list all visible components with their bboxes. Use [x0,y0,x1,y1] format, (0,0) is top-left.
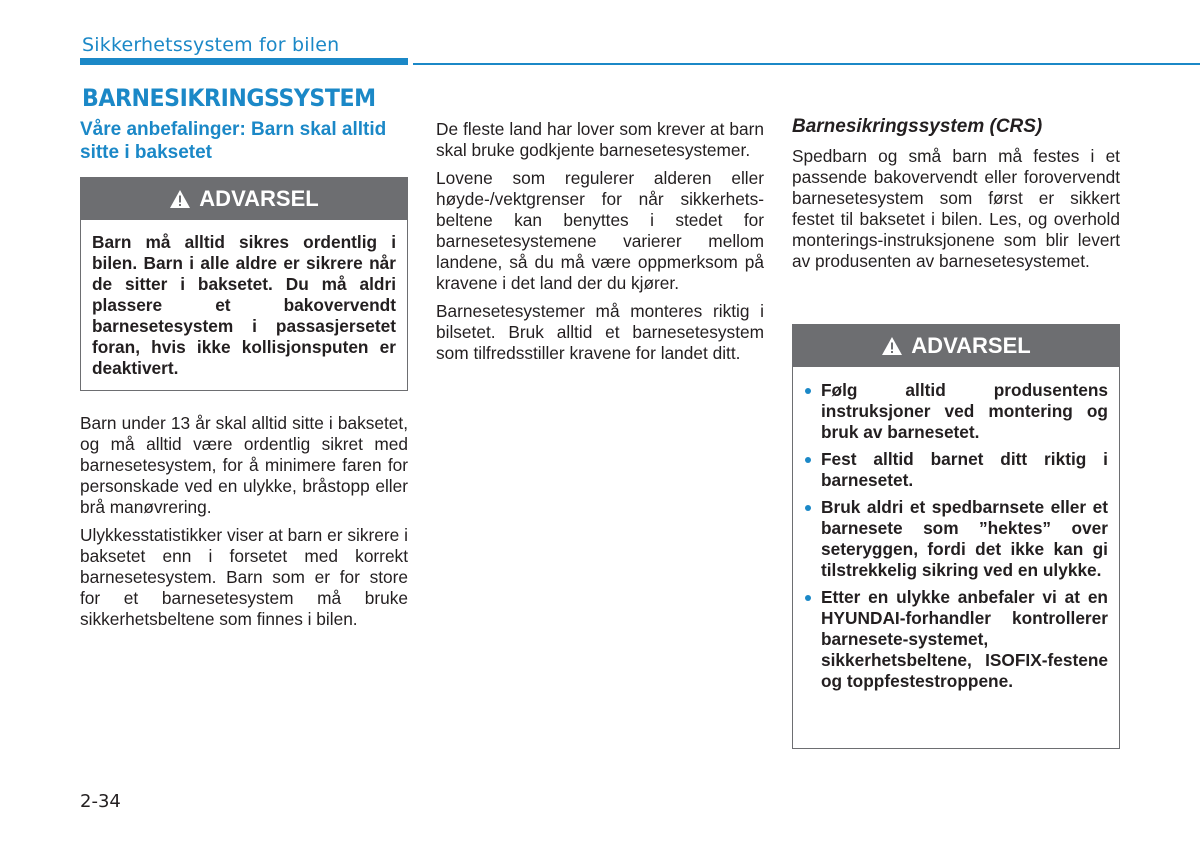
column-3-text [792,146,1120,279]
header-title: Sikkerhetssystem for bilen [82,34,340,56]
warning-triangle-icon [881,336,903,356]
warning-header [793,325,1119,367]
bullet-icon [805,595,811,601]
warning-list-container [793,367,1119,708]
crs-heading: Barnesikringssystem (CRS) [792,116,1043,137]
warning-list [804,380,1108,692]
warning-header [81,178,407,220]
warning-text: Barn må alltid sikres ordentlig i bilen. Barn i alle aldre er sikrere når de sitter i baksetet. Du må aldri plassere et bakovervendt barnesetesystem i passasjersetet foran, hvis ikke kollisjonsputen er deaktivert. [92,232,396,378]
paragraph: Spedbarn og små barn må festes i et passende bakovervendt eller forovervendt barnesetesystem som først er sikkert festet til baksetet i bilen. Les, og overhold monterings-instruksjonene som blir levert av produsenten av barnesetesystemet. [792,146,1120,271]
header-bar-accent [80,58,408,65]
bullet-icon [805,505,811,511]
warning-triangle-icon [169,189,191,209]
header-rule [413,63,1200,65]
column-2-text [436,119,764,371]
paragraph: Lovene som regulerer alderen eller høyde-/vektgrenser for når sikkerhets-beltene kan benyttes i stedet for barnesetesystemene varierer mellom landene, så du må være oppmerksom på kravene i det land der du kjører. [436,168,764,293]
column-1-text [80,413,408,637]
list-item: Bruk aldri et spedbarnsete eller et barnesete som ”hektes” over seteryggen, fordi det ikke kan gi tilstrekkelig sikring ved en ulykke. [804,497,1108,581]
paragraph: Barnesetesystemer må monteres riktig i bilsetet. Bruk alltid et barnesetesystem som tilfredsstiller kravene for landet ditt. [436,301,764,363]
list-item: Fest alltid barnet ditt riktig i barnesetet. [804,449,1108,491]
list-item: Følg alltid produsentens instruksjoner ved montering og bruk av barnesetet. [804,380,1108,443]
page-number: 2-34 [80,791,121,812]
warning-label: ADVARSEL [911,333,1031,358]
paragraph: Barn under 13 år skal alltid sitte i baksetet, og må alltid være ordentlig sikret med barnesetesystem, for å minimere faren for personskade ved en ulykke, bråstopp eller brå manøvrering. [80,413,408,517]
section-title: BARNESIKRINGSSYSTEM [82,84,376,112]
paragraph: De fleste land har lover som krever at barn skal bruke godkjente barnesetesystemer. [436,119,764,160]
bullet-icon [805,457,811,463]
warning-box-1 [80,177,408,391]
list-item: Etter en ulykke anbefaler vi at en HYUNDAI-forhandler kontrollerer barnesete-systemet, sikkerhetsbeltene, ISOFIX-festene og toppfestestroppene. [804,587,1108,692]
paragraph: Ulykkesstatistikker viser at barn er sikrere i baksetet enn i forsetet med korrekt barnesetesystem. Barn som er for store for et barnesetesystem må bruke sikkerhetsbeltene som finnes i bilen. [80,525,408,629]
bullet-icon [805,388,811,394]
warning-box-2 [792,324,1120,749]
section-subheading: Våre anbefalinger: Barn skal alltid sitte i baksetet [80,119,387,163]
warning-label: ADVARSEL [199,186,319,211]
